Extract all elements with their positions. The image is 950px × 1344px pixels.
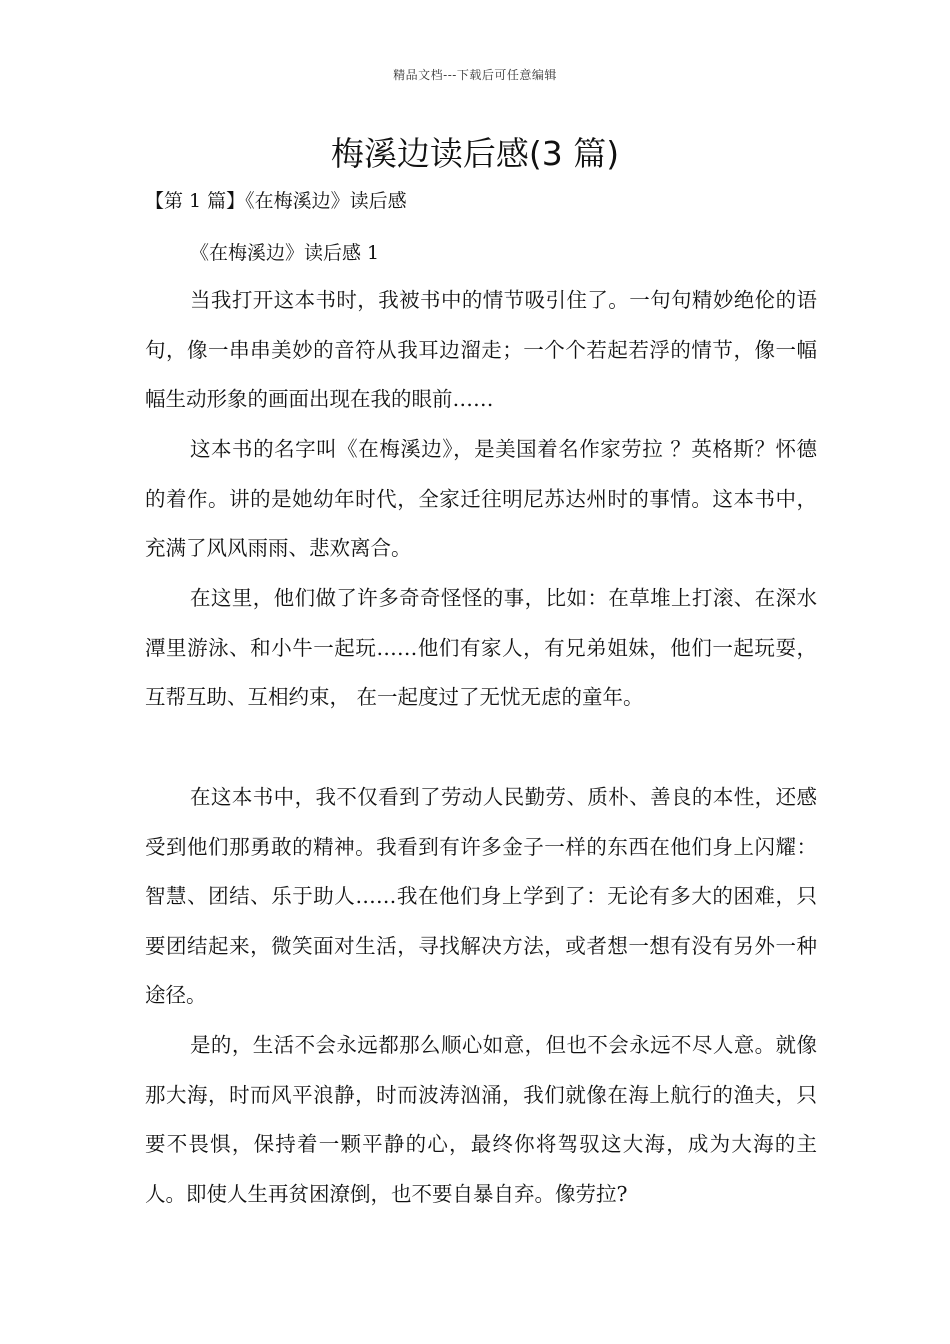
paragraph-1: 当我打开这本书时，我被书中的情节吸引住了。一句句精妙绝伦的语句，像一串串美妙的音符从我耳边溜走；一个个若起若浮的情节，像一幅幅生动形象的画面出现在我的眼前…… xyxy=(145,288,817,411)
document-title: 梅溪边读后感(3 篇) xyxy=(330,134,620,173)
paragraph-2: 这本书的名字叫《在梅溪边》，是美国着名作家劳拉 ？英格斯？怀德的着作。讲的是她幼年时代，全家迁往明尼苏达州时的事情。这本书中，充满了风风雨雨、悲欢离合。 xyxy=(145,437,817,560)
paragraph-5: 是的，生活不会永远都那么顺心如意，但也不会永远不尽人意。就像那大海，时而风平浪静，时而波涛汹涌，我们就像在海上航行的渔夫，只要不畏惧，保持着一颗平静的心，最终你将驾驭这大海，成为大海的主人。即使人生再贫困潦倒，也不要自暴自弃。像劳拉? xyxy=(145,1033,817,1206)
paragraph-4: 在这本书中，我不仅看到了劳动人民勤劳、质朴、善良的本性，还感受到他们那勇敢的精神。我看到有许多金子一样的东西在他们身上闪耀：智慧、团结、乐于助人……我在他们身上学到了：无论有多大的困难，只要团结起来，微笑面对生活，寻找解决方法，或者想一想有没有另外一种途径。 xyxy=(145,785,817,1007)
paragraph-3: 在这里，他们做了许多奇奇怪怪的事，比如：在草堆上打滚、在深水潭里游泳、和小牛一起玩……他们有家人，有兄弟姐妹，他们一起玩耍，互帮互助、互相约束， 在一起度过了无忧无虑的童年。 xyxy=(145,586,817,709)
section-heading: 【第 1 篇】《在梅溪边》读后感 xyxy=(145,190,407,212)
page-header-watermark: 精品文档---下载后可任意编辑 xyxy=(393,68,557,82)
essay-subtitle: 《在梅溪边》读后感 1 xyxy=(190,242,380,264)
